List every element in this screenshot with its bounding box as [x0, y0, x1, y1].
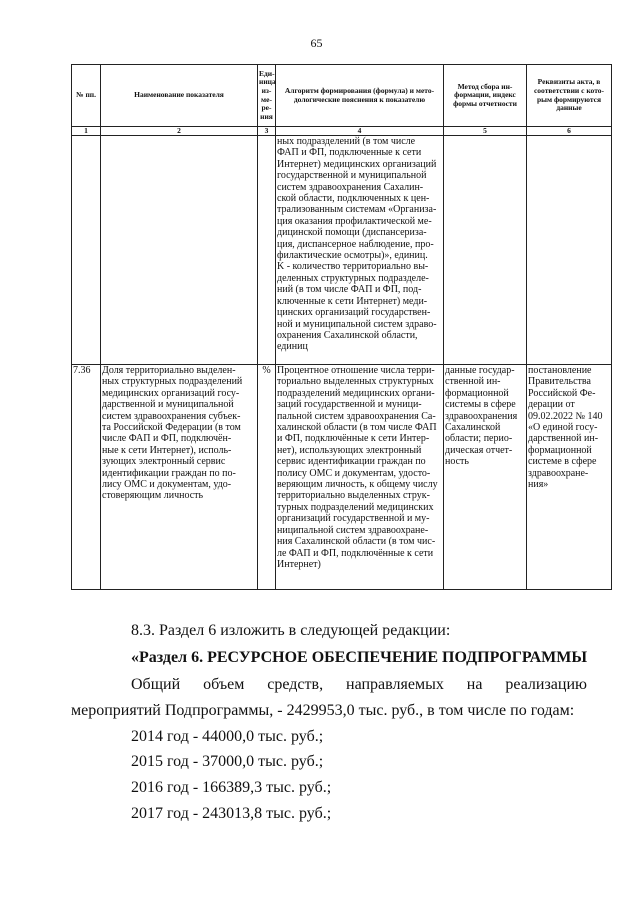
cell-num: [72, 136, 101, 365]
year-line-2014: 2014 год - 44000,0 тыс. руб.;: [131, 728, 324, 745]
cell-indicator-name: Доля территориально выделен- ных структурных подразделений медицинских организаций госу- дарственной и муниципальной систем здравоохранения субъек- та Российской Федерации (в том числе ФАП и ФП, подключён- ные к сети Интернет), исполь- зующих электронный сервис идентификации граждан по по- лису ОМС и документам, удо- стоверяющим личность: [101, 365, 258, 590]
total-word: средств,: [267, 676, 324, 693]
header-act: Реквизиты акта, в соответствии с кото- рым формируются данные: [527, 65, 612, 127]
cell-algorithm: Процентное отношение числа терри- ториально выделенных структурных подразделений медицинских органи- заций государственной и муници- пальной систем здравоохранения Са- халинской области (в том числе ФАП и ФП, подключённые к сети Интер- нет), использующих электронный сервис идентификации граждан по полису ОМС и документам, удосто- веряющим личность, к общему числу территориально выделенных струк- турных подразделений медицинских организаций государственной и му- ниципальной систем здравоохране- ния Сахалинской области (в том чис- ле ФАП и ФП, подключённые к сети Интернет): [276, 365, 444, 590]
total-volume-continuation: мероприятий Подпрограммы, - 2429953,0 тыс. руб., в том числе по годам:: [71, 702, 575, 719]
cell-unit: %: [258, 365, 276, 590]
year-line-2016: 2016 год - 166389,3 тыс. руб.;: [131, 779, 332, 796]
cell-method: [444, 136, 527, 365]
cell-act: постановление Правительства Российской Фе- дерации от 09.02.2022 № 140 «О единой госу- дарственной ин- формационной системе в сфере здравоохране- ния»: [527, 365, 612, 590]
cell-algorithm: ных подразделений (в том числе ФАП и ФП, подключенные к сети Интернет) медицинских организаций государственной и муниципальной систем здравоохранения Сахалин- ской области, подключенных к цен- трализованным системам «Организа- ция оказания профилактической ме- дицинской помощи (диспансериза- ция, диспансерное наблюдение, про- филактические осмотры)», единиц. K - количество территориально вы- деленных структурных подразделе- ний (в том числе ФАП и ФП, под- ключенные к сети Интернет) меди- цинских организаций государствен- ной и муниципальной систем здраво- охранения Сахалинской области, единиц: [276, 136, 444, 365]
header-num: № пп.: [72, 65, 101, 127]
column-number: 1: [72, 127, 101, 136]
year-line-2017: 2017 год - 243013,8 тыс. руб.;: [131, 805, 332, 822]
column-number: 5: [444, 127, 527, 136]
cell-indicator-name: [101, 136, 258, 365]
column-number: 3: [258, 127, 276, 136]
header-unit: Еди- ница из- ме- ре- ния: [258, 65, 276, 127]
column-numbers-row: [72, 127, 612, 136]
page-number: 65: [310, 36, 323, 50]
total-word: объем: [203, 676, 245, 693]
header-method: Метод сбора ин- формации, индекс формы отчетности: [444, 65, 527, 127]
total-word: реализацию: [505, 676, 587, 693]
total-word: направляемых: [346, 676, 444, 693]
column-number: 4: [276, 127, 444, 136]
cell-method: данные государ- ственной ин- формационной системы в сфере здравоохранения Сахалинской области; перио- дическая отчет- ность: [444, 365, 527, 590]
header-indicator-name: Наименование показателя: [101, 65, 258, 127]
year-line-2015: 2015 год - 37000,0 тыс. руб.;: [131, 753, 324, 770]
indicators-table: [71, 64, 612, 590]
cell-act: [527, 136, 612, 365]
table-header-row: [72, 65, 612, 127]
total-volume-line: [131, 675, 587, 694]
paragraph-8-3: 8.3. Раздел 6 изложить в следующей редакции:: [131, 622, 451, 639]
cell-num: 7.36: [72, 365, 101, 590]
header-algorithm: Алгоритм формирования (формула) и мето- дологические пояснения к показателю: [276, 65, 444, 127]
column-number: 6: [527, 127, 612, 136]
column-number: 2: [101, 127, 258, 136]
table-row-continuation: [72, 136, 612, 365]
cell-unit: [258, 136, 276, 365]
total-word: Общий: [131, 676, 181, 693]
section-title: «Раздел 6. РЕСУРСНОЕ ОБЕСПЕЧЕНИЕ ПОДПРОГРАММЫ: [131, 649, 588, 666]
total-word: на: [466, 676, 483, 693]
table-row-7-36: [72, 365, 612, 590]
